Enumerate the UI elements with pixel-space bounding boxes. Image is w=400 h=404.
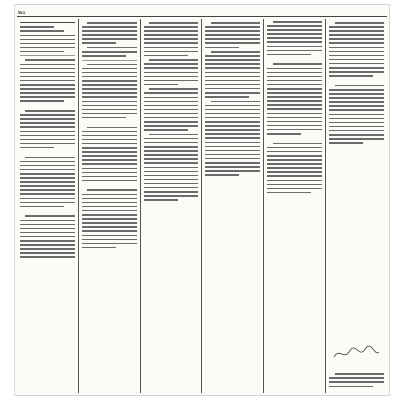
column-1 — [17, 19, 78, 393]
column-2 — [78, 19, 140, 393]
text-block — [144, 22, 199, 56]
signature — [332, 343, 381, 363]
text-block — [205, 101, 260, 176]
divider-rule — [82, 60, 137, 61]
text-block — [144, 134, 199, 201]
column-6 — [325, 19, 387, 393]
text-block — [82, 64, 137, 249]
text-block — [205, 22, 260, 48]
text-block — [144, 88, 199, 130]
page-number: ๒๐ — [18, 9, 26, 16]
text-block — [267, 21, 322, 193]
divider-rule — [20, 22, 75, 23]
column-container — [17, 19, 387, 393]
text-block — [20, 26, 75, 32]
column-5 — [263, 19, 325, 393]
text-block — [20, 59, 75, 257]
divider-rule — [20, 55, 75, 56]
text-block — [329, 22, 384, 144]
text-block — [82, 22, 137, 44]
text-block — [20, 35, 75, 53]
text-block — [144, 59, 199, 85]
text-block — [82, 47, 137, 57]
newspaper-page — [14, 4, 390, 396]
header-rule — [17, 16, 387, 17]
column-4 — [201, 19, 263, 393]
text-block — [205, 51, 260, 98]
signature-flourish-icon — [332, 343, 381, 363]
column-3 — [140, 19, 202, 393]
text-block — [329, 373, 384, 387]
